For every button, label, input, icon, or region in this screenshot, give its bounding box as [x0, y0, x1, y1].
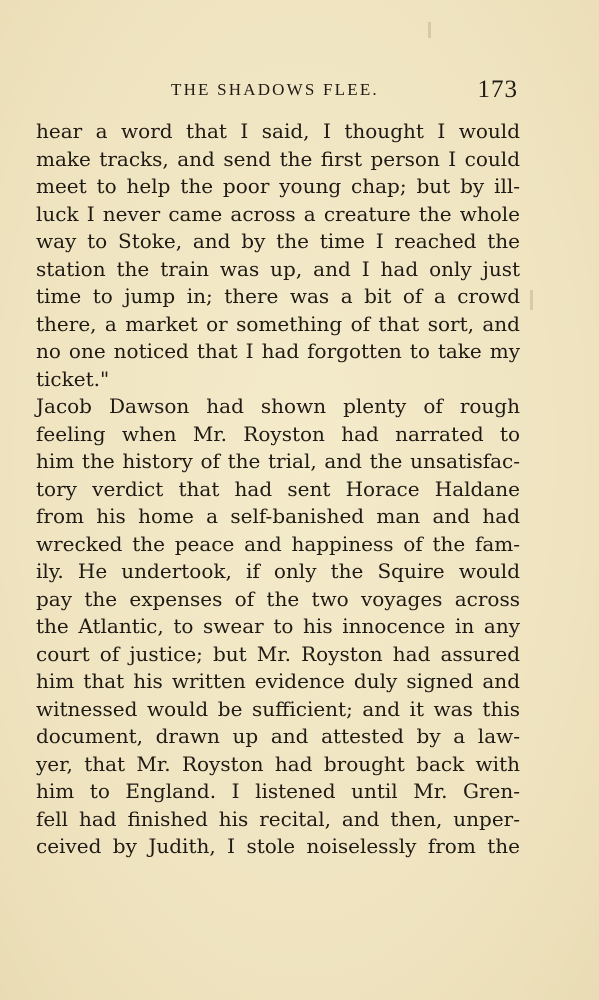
text-line: witnessed would be sufficient; and it was this	[36, 696, 520, 721]
text-line: court of justice; but Mr. Royston had assured	[36, 641, 520, 666]
text-line: luck I never came across a creature the whole	[36, 201, 520, 226]
text-line: way to Stoke, and by the time I reached the	[36, 229, 520, 253]
text-line: wrecked the peace and happiness of the fam-	[36, 531, 520, 556]
text-line: document, drawn up and attested by a law-	[36, 724, 520, 748]
text-line: him the history of the trial, and the unsatisfac-	[36, 449, 520, 473]
text-line: from his home a self-banished man and had	[36, 504, 520, 528]
text-line: yer, that Mr. Royston had brought back with	[36, 751, 520, 776]
text-line: no one noticed that I had forgotten to take my	[36, 339, 520, 363]
text-line: station the train was up, and I had only just	[36, 256, 520, 281]
text-line: meet to help the poor young chap; but by ill-	[36, 174, 520, 198]
text-line: him that his written evidence duly signed and	[36, 669, 520, 693]
text-line: him to England. I listened until Mr. Gren-	[36, 779, 520, 803]
text-line: Jacob Dawson had shown plenty of rough	[36, 394, 520, 418]
text-line: ticket."	[36, 366, 110, 391]
text-line: make tracks, and send the first person I could	[36, 146, 520, 171]
text-line: pay the expenses of the two voyages across	[36, 586, 520, 611]
text-line: hear a word that I said, I thought I would	[36, 119, 520, 143]
page-number: 173	[477, 76, 518, 103]
text-line: feeling when Mr. Royston had narrated to	[36, 421, 520, 446]
running-head	[36, 70, 520, 106]
page-mark	[428, 22, 431, 38]
text-line: there, a market or something of that sort, and	[36, 311, 520, 336]
running-title: THE SHADOWS FLEE.	[171, 80, 379, 99]
text-line: ceived by Judith, I stole noiselessly from the	[36, 834, 520, 858]
text-line: the Atlantic, to swear to his innocence in any	[36, 614, 520, 638]
body-text	[36, 118, 520, 861]
text-line: ily. He undertook, if only the Squire would	[36, 559, 520, 583]
text-line: time to jump in; there was a bit of a crowd	[36, 284, 520, 308]
text-line: tory verdict that had sent Horace Haldane	[36, 476, 520, 501]
page-mark	[530, 290, 533, 310]
text-line: fell had finished his recital, and then, unper-	[36, 806, 520, 831]
